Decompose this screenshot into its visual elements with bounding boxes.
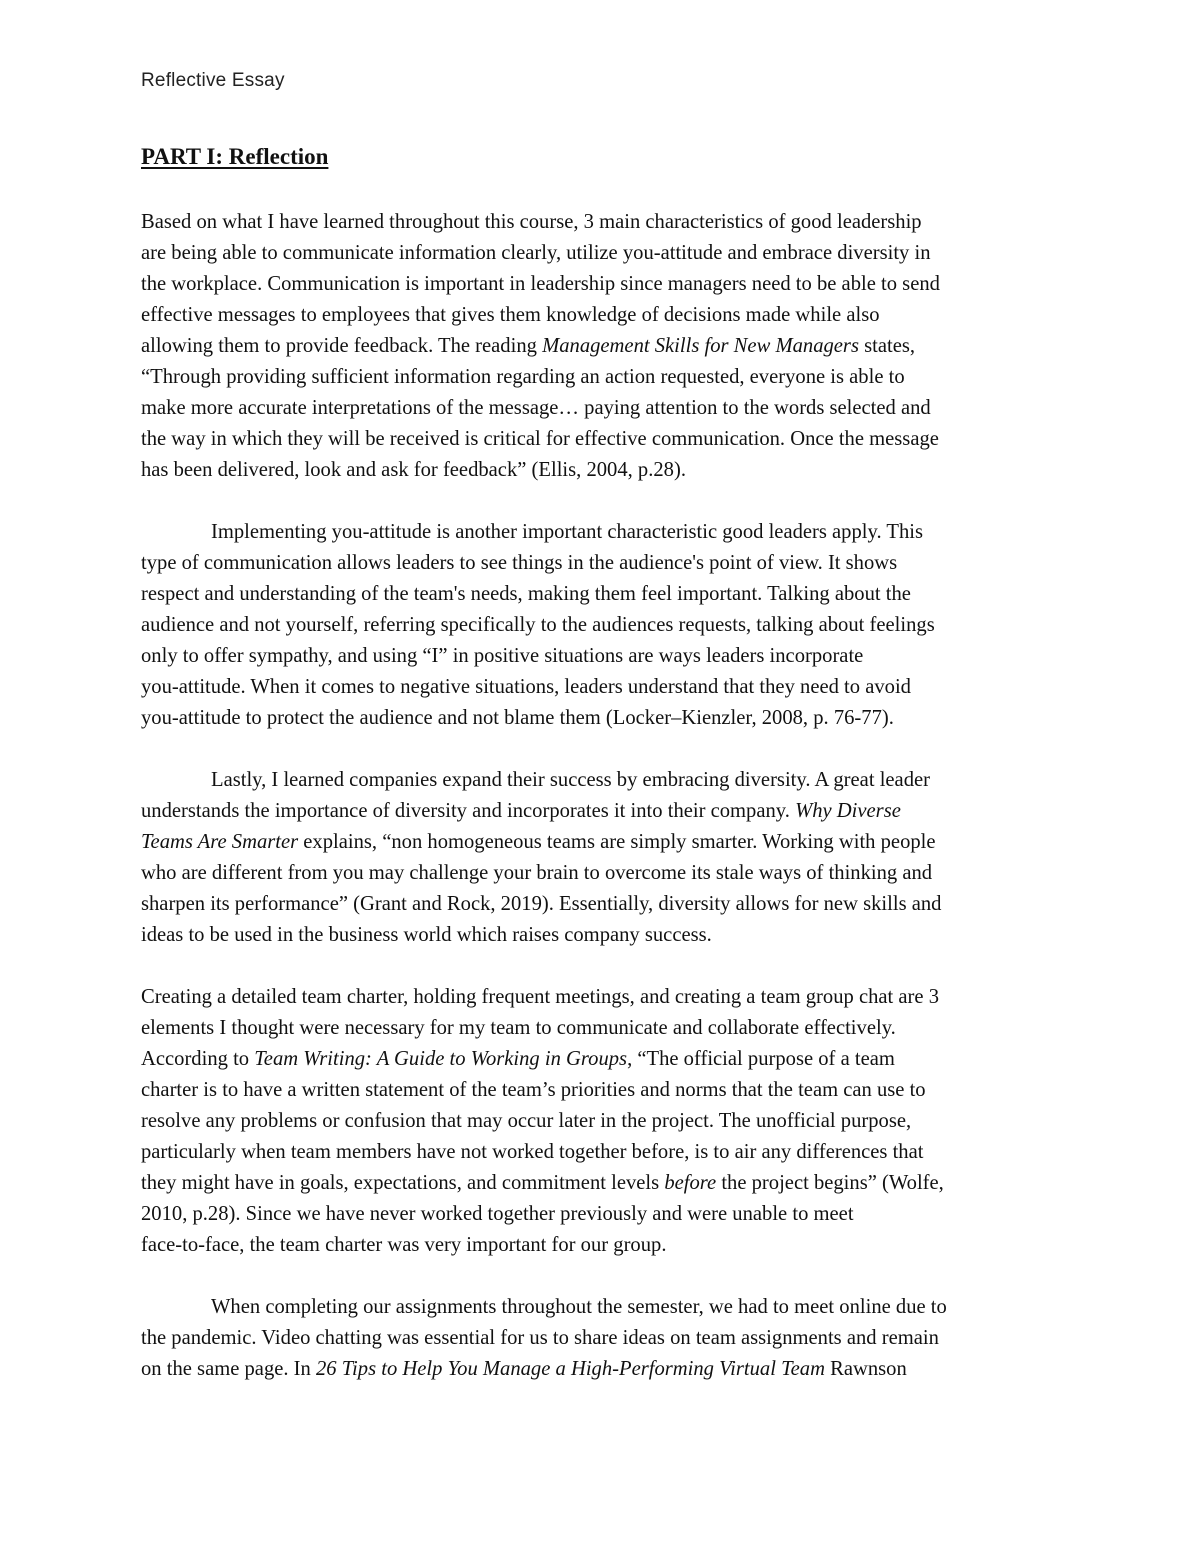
text-run: effective messages to employees that gives them knowledge of decisions made while also xyxy=(141,304,880,326)
text-run: are being able to communicate information clearly, utilize you-attitude and embrace diversity in xyxy=(141,242,931,264)
text-line xyxy=(141,765,1061,796)
running-header: Reflective Essay xyxy=(141,70,285,91)
paragraph xyxy=(141,982,1061,1261)
text-run: type of communication allows leaders to see things in the audience's point of view. It shows xyxy=(141,552,898,574)
text-line xyxy=(141,920,1061,951)
text-run: resolve any problems or confusion that may occur later in the project. The unofficial purpose, xyxy=(141,1110,912,1132)
text-line xyxy=(141,641,1061,672)
text-run: the way in which they will be received is critical for effective communication. Once the message xyxy=(141,428,939,450)
text-run: they might have in goals, expectations, and commitment levels xyxy=(141,1172,665,1194)
text-run: who are different from you may challenge your brain to overcome its stale ways of thinking and xyxy=(141,862,933,884)
italic-title: before xyxy=(664,1172,717,1194)
text-run: you-attitude to protect the audience and not blame them (Locker–Kienzler, 2008, p. 76-77). xyxy=(141,707,894,729)
text-line xyxy=(141,858,1061,889)
text-run: make more accurate interpretations of the message… paying attention to the words selected and xyxy=(141,397,931,419)
text-run: charter is to have a written statement of the team’s priorities and norms that the team can use to xyxy=(141,1079,926,1101)
text-line xyxy=(141,610,1061,641)
text-line xyxy=(141,1354,1061,1385)
text-run: the pandemic. Video chatting was essential for us to share ideas on team assignments and remain xyxy=(141,1327,939,1349)
text-line xyxy=(141,982,1061,1013)
text-line xyxy=(141,703,1061,734)
text-run: on the same page. In xyxy=(141,1358,316,1380)
text-run: elements I thought were necessary for my team to communicate and collaborate effectively. xyxy=(141,1017,896,1039)
text-run: particularly when team members have not worked together before, is to air any differences that xyxy=(141,1141,924,1163)
italic-title: Management Skills for New Managers xyxy=(542,335,859,357)
text-run: “Through providing sufficient information regarding an action requested, everyone is able to xyxy=(141,366,905,388)
text-run: sharpen its performance” (Grant and Rock, 2019). Essentially, diversity allows for new skills and xyxy=(141,893,942,915)
text-line xyxy=(141,579,1061,610)
text-run: , “The official purpose of a team xyxy=(627,1048,895,1070)
italic-title: 26 Tips to Help You Manage a High-Performing Virtual Team xyxy=(316,1358,825,1380)
text-run: According to xyxy=(141,1048,255,1070)
text-line xyxy=(141,455,1061,486)
text-run: Creating a detailed team charter, holding frequent meetings, and creating a team group chat are 3 xyxy=(141,986,939,1008)
text-run: you-attitude. When it comes to negative situations, leaders understand that they need to avoid xyxy=(141,676,911,698)
text-line xyxy=(141,238,1061,269)
text-run: Rawnson xyxy=(824,1358,907,1380)
text-run: the workplace. Communication is important in leadership since managers need to be able to send xyxy=(141,273,940,295)
text-line xyxy=(141,796,1061,827)
text-run: the project begins” (Wolfe, xyxy=(716,1172,944,1194)
text-line xyxy=(141,1106,1061,1137)
paragraph xyxy=(141,517,1061,734)
text-run: has been delivered, look and ask for feedback” (Ellis, 2004, p.28). xyxy=(141,459,686,481)
text-run: Based on what I have learned throughout this course, 3 main characteristics of good leadership xyxy=(141,211,922,233)
text-run: only to offer sympathy, and using “I” in positive situations are ways leaders incorporate xyxy=(141,645,864,667)
text-line xyxy=(141,1199,1061,1230)
text-run: explains, “non homogeneous teams are simply smarter. Working with people xyxy=(298,831,936,853)
text-run: When completing our assignments throughout the semester, we had to meet online due to xyxy=(211,1296,947,1318)
text-line xyxy=(141,300,1061,331)
text-line xyxy=(141,1013,1061,1044)
text-run: ideas to be used in the business world which raises company success. xyxy=(141,924,712,946)
text-line xyxy=(141,1075,1061,1106)
italic-title: Team Writing: A Guide to Working in Groups xyxy=(254,1048,628,1070)
text-line xyxy=(141,1323,1061,1354)
italic-title: Why Diverse xyxy=(795,800,901,822)
text-run: 2010, p.28). Since we have never worked together previously and were unable to meet xyxy=(141,1203,854,1225)
essay-body xyxy=(141,207,1061,1385)
text-line xyxy=(141,827,1061,858)
text-line xyxy=(141,517,1061,548)
text-line xyxy=(141,424,1061,455)
text-line xyxy=(141,889,1061,920)
text-line xyxy=(141,1044,1061,1075)
text-run: understands the importance of diversity and incorporates it into their company. xyxy=(141,800,796,822)
text-run: allowing them to provide feedback. The reading xyxy=(141,335,543,357)
text-line xyxy=(141,362,1061,393)
italic-title: Teams Are Smarter xyxy=(141,831,299,853)
paragraph xyxy=(141,207,1061,486)
text-line xyxy=(141,331,1061,362)
text-run: audience and not yourself, referring specifically to the audiences requests, talking about feelings xyxy=(141,614,935,636)
text-run: respect and understanding of the team's needs, making them feel important. Talking about the xyxy=(141,583,911,605)
text-line xyxy=(141,1230,1061,1261)
text-line xyxy=(141,672,1061,703)
text-line xyxy=(141,548,1061,579)
text-line xyxy=(141,1168,1061,1199)
paragraph xyxy=(141,765,1061,951)
text-line xyxy=(141,393,1061,424)
text-line xyxy=(141,1137,1061,1168)
section-title: PART I: Reflection xyxy=(141,144,329,169)
text-line xyxy=(141,269,1061,300)
text-line xyxy=(141,1292,1061,1323)
text-line xyxy=(141,207,1061,238)
text-run: face-to-face, the team charter was very important for our group. xyxy=(141,1234,667,1256)
text-run: Lastly, I learned companies expand their success by embracing diversity. A great leader xyxy=(211,769,930,791)
paragraph xyxy=(141,1292,1061,1385)
text-run: Implementing you-attitude is another important characteristic good leaders apply. This xyxy=(211,521,923,543)
text-run: states, xyxy=(858,335,916,357)
